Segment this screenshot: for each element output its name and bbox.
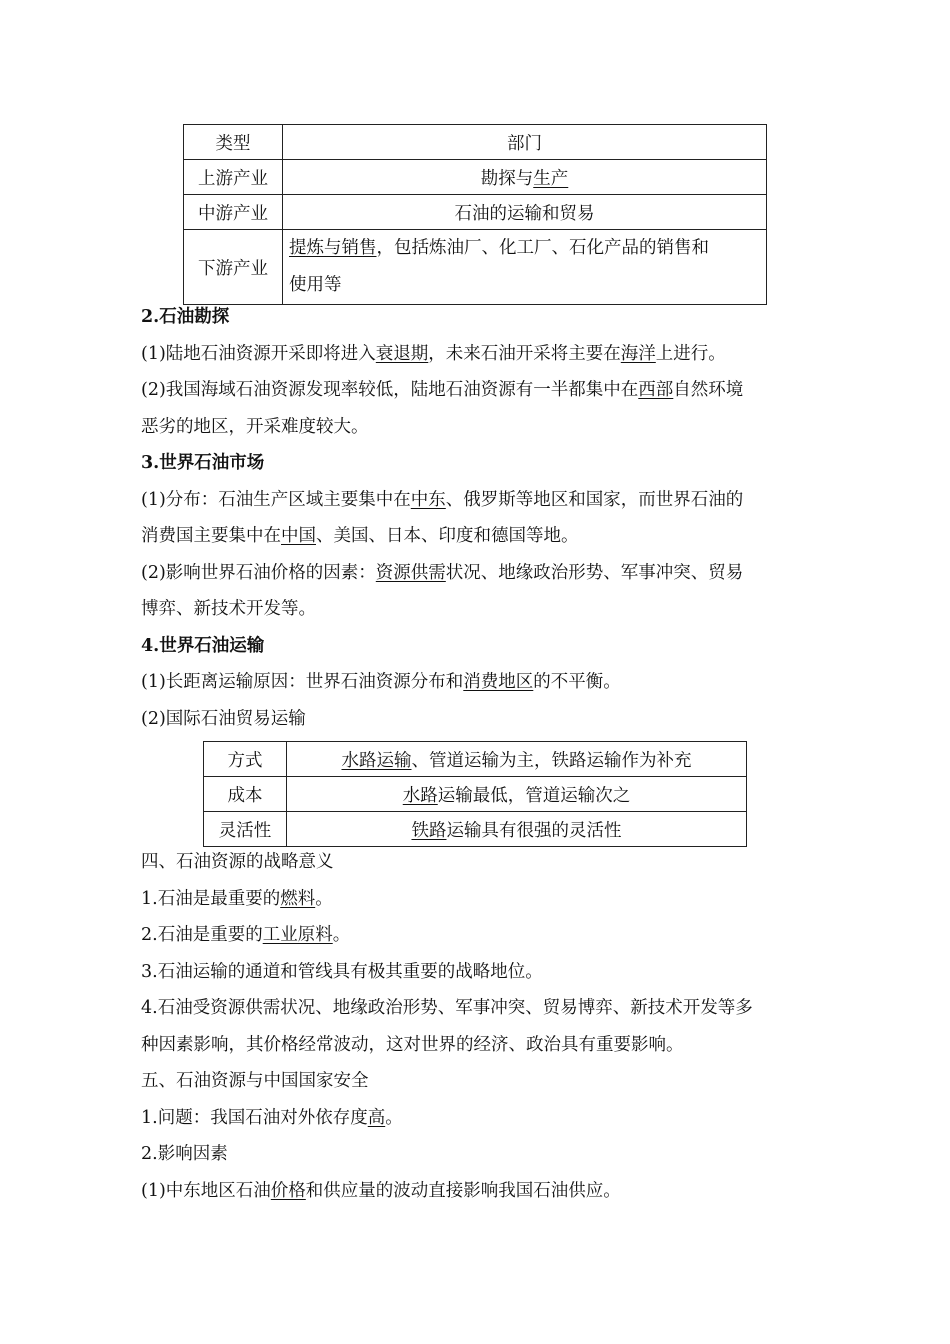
underlined-answer: 资源供需 [375, 563, 446, 583]
underlined-answer: 海洋 [620, 344, 656, 364]
table-row [184, 195, 767, 230]
dept-cell: 提炼与销售，包括炼油厂、化工厂、石化产品的销售和 使用等 [283, 230, 767, 305]
underlined-answer: 衰退期 [375, 344, 429, 364]
paragraph: (1)中东地区石油价格和供应量的波动直接影响我国石油供应。 [141, 1181, 621, 1201]
header-cell-dept: 部门 [283, 125, 767, 160]
underlined-answer: 生产 [533, 168, 569, 189]
underlined-answer: 价格 [270, 1181, 306, 1201]
value-cell: 铁路运输具有很强的灵活性 [287, 812, 747, 847]
list-item-continuation: 种因素影响，其价格经常波动，这对世界的经济、政治具有重要影响。 [141, 1035, 684, 1055]
value-cell: 水路运输、管道运输为主，铁路运输作为补充 [287, 742, 747, 777]
underlined-answer: 提炼与销售 [289, 238, 377, 258]
header-cell-type: 类型 [184, 125, 283, 160]
underlined-answer: 西部 [638, 380, 674, 400]
section-title: 4.世界石油运输 [141, 636, 265, 656]
paragraph: (1)长距离运输原因：世界石油资源分布和消费地区的不平衡。 [141, 672, 621, 692]
underlined-answer: 燃料 [280, 889, 316, 909]
list-item: 1.问题：我国石油对外依存度高。 [141, 1108, 403, 1128]
paragraph: (1)分布：石油生产区域主要集中在中东、俄罗斯等地区和国家，而世界石油的 [141, 490, 744, 510]
table-row [184, 230, 767, 305]
section-title: 3.世界石油市场 [141, 453, 265, 473]
table-header-row [184, 125, 767, 160]
list-item: 4.石油受资源供需状况、地缘政治形势、军事冲突、贸易博弈、新技术开发等多 [141, 998, 753, 1018]
list-item: 1.石油是最重要的燃料。 [141, 889, 333, 909]
label-cell: 方式 [204, 742, 287, 777]
section-heading: 五、石油资源与中国国家安全 [141, 1071, 369, 1091]
paragraph-continuation: 恶劣的地区，开采难度较大。 [141, 417, 369, 437]
underlined-answer: 水路 [402, 785, 438, 806]
paragraph: (2)我国海域石油资源发现率较低，陆地石油资源有一半都集中在西部自然环境 [141, 380, 744, 400]
table-row [184, 160, 767, 195]
underlined-answer: 铁路 [411, 820, 447, 841]
section-heading: 四、石油资源的战略意义 [141, 852, 334, 872]
underlined-answer: 水路运输 [341, 750, 412, 771]
underlined-answer: 高 [367, 1108, 386, 1128]
type-cell: 上游产业 [184, 160, 283, 195]
industry-table [183, 124, 767, 305]
paragraph-continuation: 博弈、新技术开发等。 [141, 599, 316, 619]
paragraph-continuation: 消费国主要集中在中国、美国、日本、印度和德国等地。 [141, 526, 579, 546]
table-row [204, 742, 747, 777]
type-cell: 中游产业 [184, 195, 283, 230]
section-title: 2.石油勘探 [141, 307, 230, 327]
table-row [204, 812, 747, 847]
list-item: 2.影响因素 [141, 1144, 228, 1164]
transport-table [203, 741, 747, 847]
label-cell: 灵活性 [204, 812, 287, 847]
underlined-answer: 工业原料 [262, 925, 333, 945]
paragraph: (2)影响世界石油价格的因素：资源供需状况、地缘政治形势、军事冲突、贸易 [141, 563, 744, 583]
list-item: 3.石油运输的通道和管线具有极其重要的战略地位。 [141, 962, 543, 982]
type-cell: 下游产业 [184, 230, 283, 305]
underlined-answer: 消费地区 [463, 672, 534, 692]
paragraph: (1)陆地石油资源开采即将进入衰退期，未来石油开采将主要在海洋上进行。 [141, 344, 726, 364]
label-cell: 成本 [204, 777, 287, 812]
underlined-answer: 中国 [281, 526, 316, 546]
table-row [204, 777, 747, 812]
paragraph: (2)国际石油贸易运输 [141, 709, 306, 729]
list-item: 2.石油是重要的工业原料。 [141, 925, 351, 945]
value-cell: 水路运输最低，管道运输次之 [287, 777, 747, 812]
dept-cell: 勘探与生产 [283, 160, 767, 195]
underlined-answer: 中东 [410, 490, 446, 510]
dept-cell: 石油的运输和贸易 [283, 195, 767, 230]
